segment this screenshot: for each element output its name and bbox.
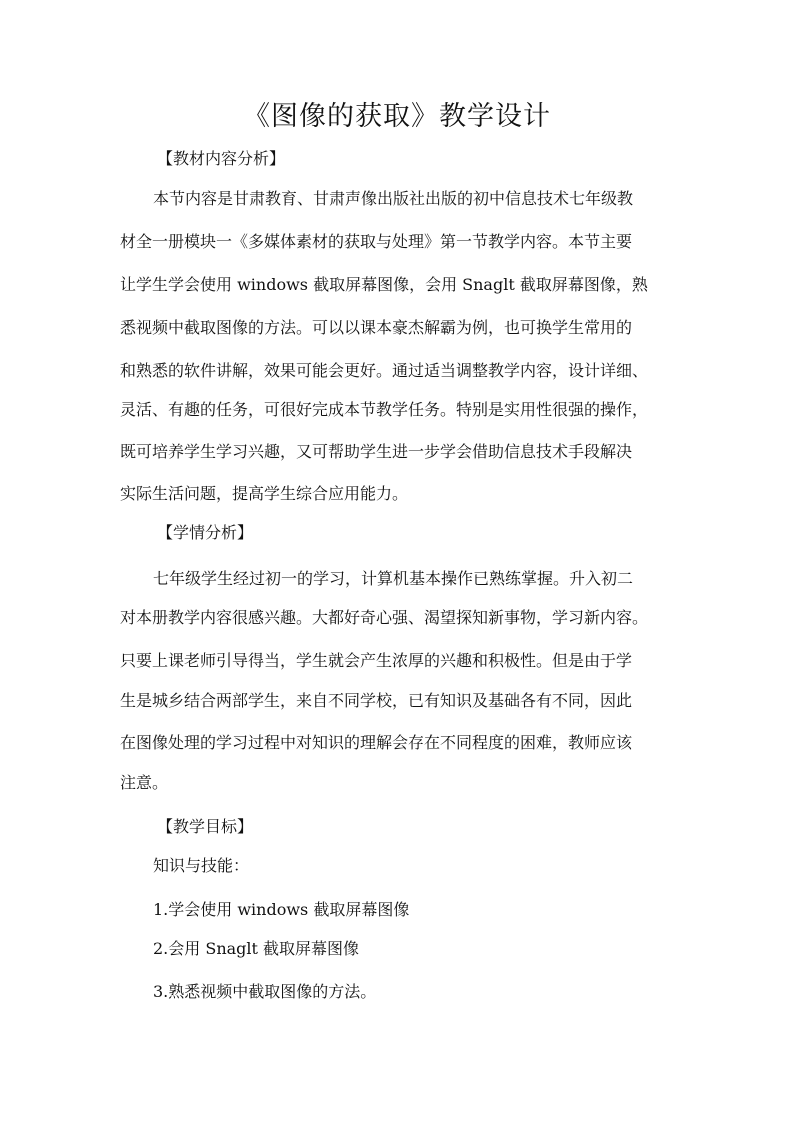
paragraph-line: 只要上课老师引导得当，学生就会产生浓厚的兴趣和积极性。但是由于学 <box>120 651 633 670</box>
objective-item: 1.学会使用 windows 截取屏幕图像 <box>153 900 410 919</box>
paragraph-line: 七年级学生经过初一的学习，计算机基本操作已熟练掌握。升入初二 <box>153 569 634 588</box>
objective-item: 3.熟悉视频中截取图像的方法。 <box>153 982 377 1001</box>
paragraph-line: 既可培养学生学习兴趣，又可帮助学生进一步学会借助信息技术手段解决 <box>120 442 633 461</box>
paragraph-line: 在图像处理的学习过程中对知识的理解会存在不同程度的困难，教师应该 <box>120 733 633 752</box>
section-heading-learner-analysis: 【学情分析】 <box>157 523 254 542</box>
paragraph-line: 悉视频中截取图像的方法。可以以课本豪杰解霸为例，也可换学生常用的 <box>120 318 633 337</box>
paragraph-line: 灵活、有趣的任务，可很好完成本节教学任务。特别是实用性很强的操作， <box>120 400 649 419</box>
paragraph-line: 实际生活问题，提高学生综合应用能力。 <box>120 484 409 503</box>
objective-subheading: 知识与技能： <box>153 856 250 875</box>
section-heading-teaching-objectives: 【教学目标】 <box>157 817 254 836</box>
section-heading-textbook-analysis: 【教材内容分析】 <box>157 149 286 168</box>
paragraph-line: 对本册教学内容很感兴趣。大都好奇心强、渴望探知新事物，学习新内容。 <box>120 608 649 627</box>
paragraph-line: 本节内容是甘肃教育、甘肃声像出版社出版的初中信息技术七年级教 <box>153 189 634 208</box>
document-title: 《图像的获取》教学设计 <box>243 101 551 132</box>
paragraph-line: 和熟悉的软件讲解，效果可能会更好。通过适当调整教学内容，设计详细、 <box>120 361 649 380</box>
objective-item: 2.会用 Snaglt 截取屏幕图像 <box>153 939 360 958</box>
paragraph-line: 材全一册模块一《多媒体素材的获取与处理》第一节教学内容。本节主要 <box>120 232 633 251</box>
paragraph-line: 生是城乡结合两部学生，来自不同学校，已有知识及基础各有不同，因此 <box>120 691 633 710</box>
paragraph-line: 让学生学会使用 windows 截取屏幕图像，会用 Snaglt 截取屏幕图像，熟 <box>120 275 648 294</box>
paragraph-line: 注意。 <box>120 773 169 792</box>
